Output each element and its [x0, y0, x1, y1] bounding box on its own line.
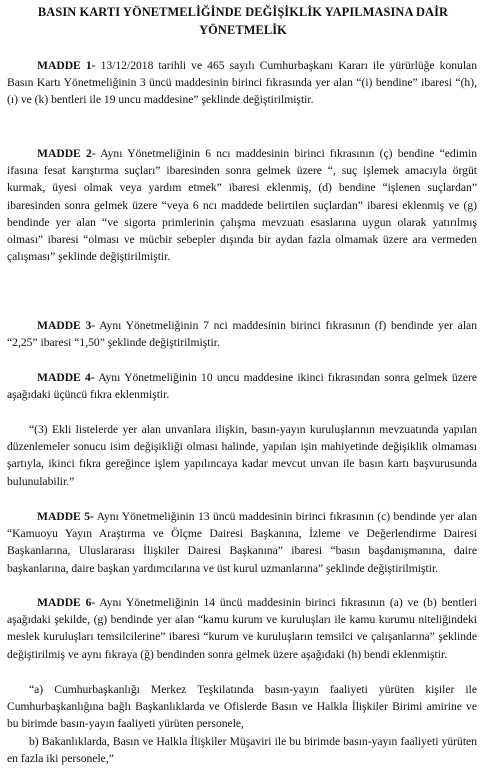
article-text: Aynı Yönetmeliğinin 10 uncu maddesine ikinci fıkrasından sonra gelmek üzere aşağıdaki üçüncü fıkra eklenmiştir. — [7, 371, 477, 402]
amended-clause-b — [7, 733, 477, 767]
article-2 — [7, 145, 477, 265]
article-6 — [7, 594, 477, 663]
article-text: Aynı Yönetmeliğinin 13 üncü maddesinin birinci fıkrasının (c) bendinde yer alan “Kamuoyu Yayın Araştırma ve Ölçme Dairesi Başkanına, İzleme ve Değerlendirme Dairesi Başkanlarına, Uluslararası İlişkiler Dairesi Başkanına” ibaresi “basın başdanışmanına, daire başkanlarına, daire başkan yardımcılarına ve üst kurul uzmanlarına” şeklinde değiştirilmiştir. — [7, 510, 477, 575]
article-5 — [7, 508, 477, 577]
quoted-text: “(3) Ekli listelerde yer alan unvanlara ilişkin, basın-yayın kuruluşlarının mevzuatında yapılan düzenlemeler sonucu isim değişikliği olması halinde, yapılan işin mahiyetinde değişiklik olmaması şartıyla, ikinci fıkra gereğince işlem yapılıncaya kadar mevcut unvan ile basın kartı başvurusunda bulunulabilir.” — [7, 423, 477, 488]
amended-clause-a — [7, 681, 477, 733]
article-label: MADDE 6- — [37, 596, 96, 609]
article-label: MADDE 1- — [37, 59, 96, 72]
article-text: Aynı Yönetmeliğinin 14 üncü maddesinin birinci fıkrasının (a) ve (b) bentleri aşağıdaki şekilde, (g) bendinde yer alan “kamu kurum ve kuruluşları ile kamu kurumu niteliğindeki meslek kuruluşları temsilcilerine” ibaresi “kurum ve kuruluşların temsilci ve çalışanlarına” şeklinde değiştirilmiş ve aynı fıkraya (ğ) bendinden sonra gelmek üzere aşağıdaki (h) bendi eklenmiştir. — [7, 596, 477, 661]
quoted-text: b) Bakanlıklarda, Basın ve Halkla İlişkiler Müşaviri ile bu birimde basın-yayın faaliyeti yürüten en fazla iki personele,” — [7, 735, 477, 766]
quoted-text: “a) Cumhurbaşkanlığı Merkez Teşkilatında basın-yayın faaliyeti yürüten kişiler ile Cumhurbaşkanlığına bağlı Başkanlıklarda ve Ofislerde Basın ve Halkla İlişkiler Birimi amirine ve bu birimde basın-yayın faaliyeti yürüten personele, — [7, 683, 477, 731]
article-label: MADDE 3- — [37, 319, 96, 332]
document-title-line-2: YÖNETMELİK — [199, 23, 287, 37]
document-title-line-1: BASIN KARTI YÖNETMELİĞİNDE DEĞİŞİKLİK YAPILMASINA DAİR — [37, 5, 449, 19]
article-label: MADDE 5- — [37, 510, 94, 523]
article-text: Aynı Yönetmeliğinin 6 ncı maddesinin birinci fıkrasının (ç) bendine “edimin ifasına fesat karıştırma suçları” ibaresinden sonra gelmek üzere “, suç işlemek amacıyla örgüt kurmak, üyesi olmak veya yardım etmek” ibaresi eklenmiş, (d) bendine “işlenen suçlardan” ibaresinden sonra gelmek üzere “veya 6 ncı maddede belirtilen suçlardan” ibaresi eklenmiş ve (g) bendinde yer alan “ve sigorta primlerinin çalışma mevzuatı esaslarına uygun olarak yatırılmış olması” ibaresi “olması ve mücbir sebepler dışında bir aydan fazla olmamak üzere ara vermeden çalışması” şeklinde değiştirilmiştir. — [7, 147, 477, 264]
article-text: 13/12/2018 tarihli ve 465 sayılı Cumhurbaşkanı Kararı ile yürürlüğe konulan Basın Kartı Yönetmeliğinin 3 üncü maddesinin birinci fıkrasında yer alan “(i) bendine” ibaresi “(h), (ı) ve (k) bentleri ile 19 uncu maddesine” şeklinde değiştirilmiştir. — [7, 59, 477, 107]
article-1 — [7, 57, 477, 109]
article-3 — [7, 317, 477, 351]
article-label: MADDE 4- — [37, 371, 95, 384]
article-4 — [7, 369, 477, 403]
article-text: Aynı Yönetmeliğinin 7 nci maddesinin birinci fıkrasının (f) bendinde yer alan “2,25” ibaresi “1,50” şeklinde değiştirilmiştir. — [7, 319, 477, 350]
article-label: MADDE 2- — [37, 147, 96, 160]
added-paragraph-3 — [7, 421, 477, 490]
